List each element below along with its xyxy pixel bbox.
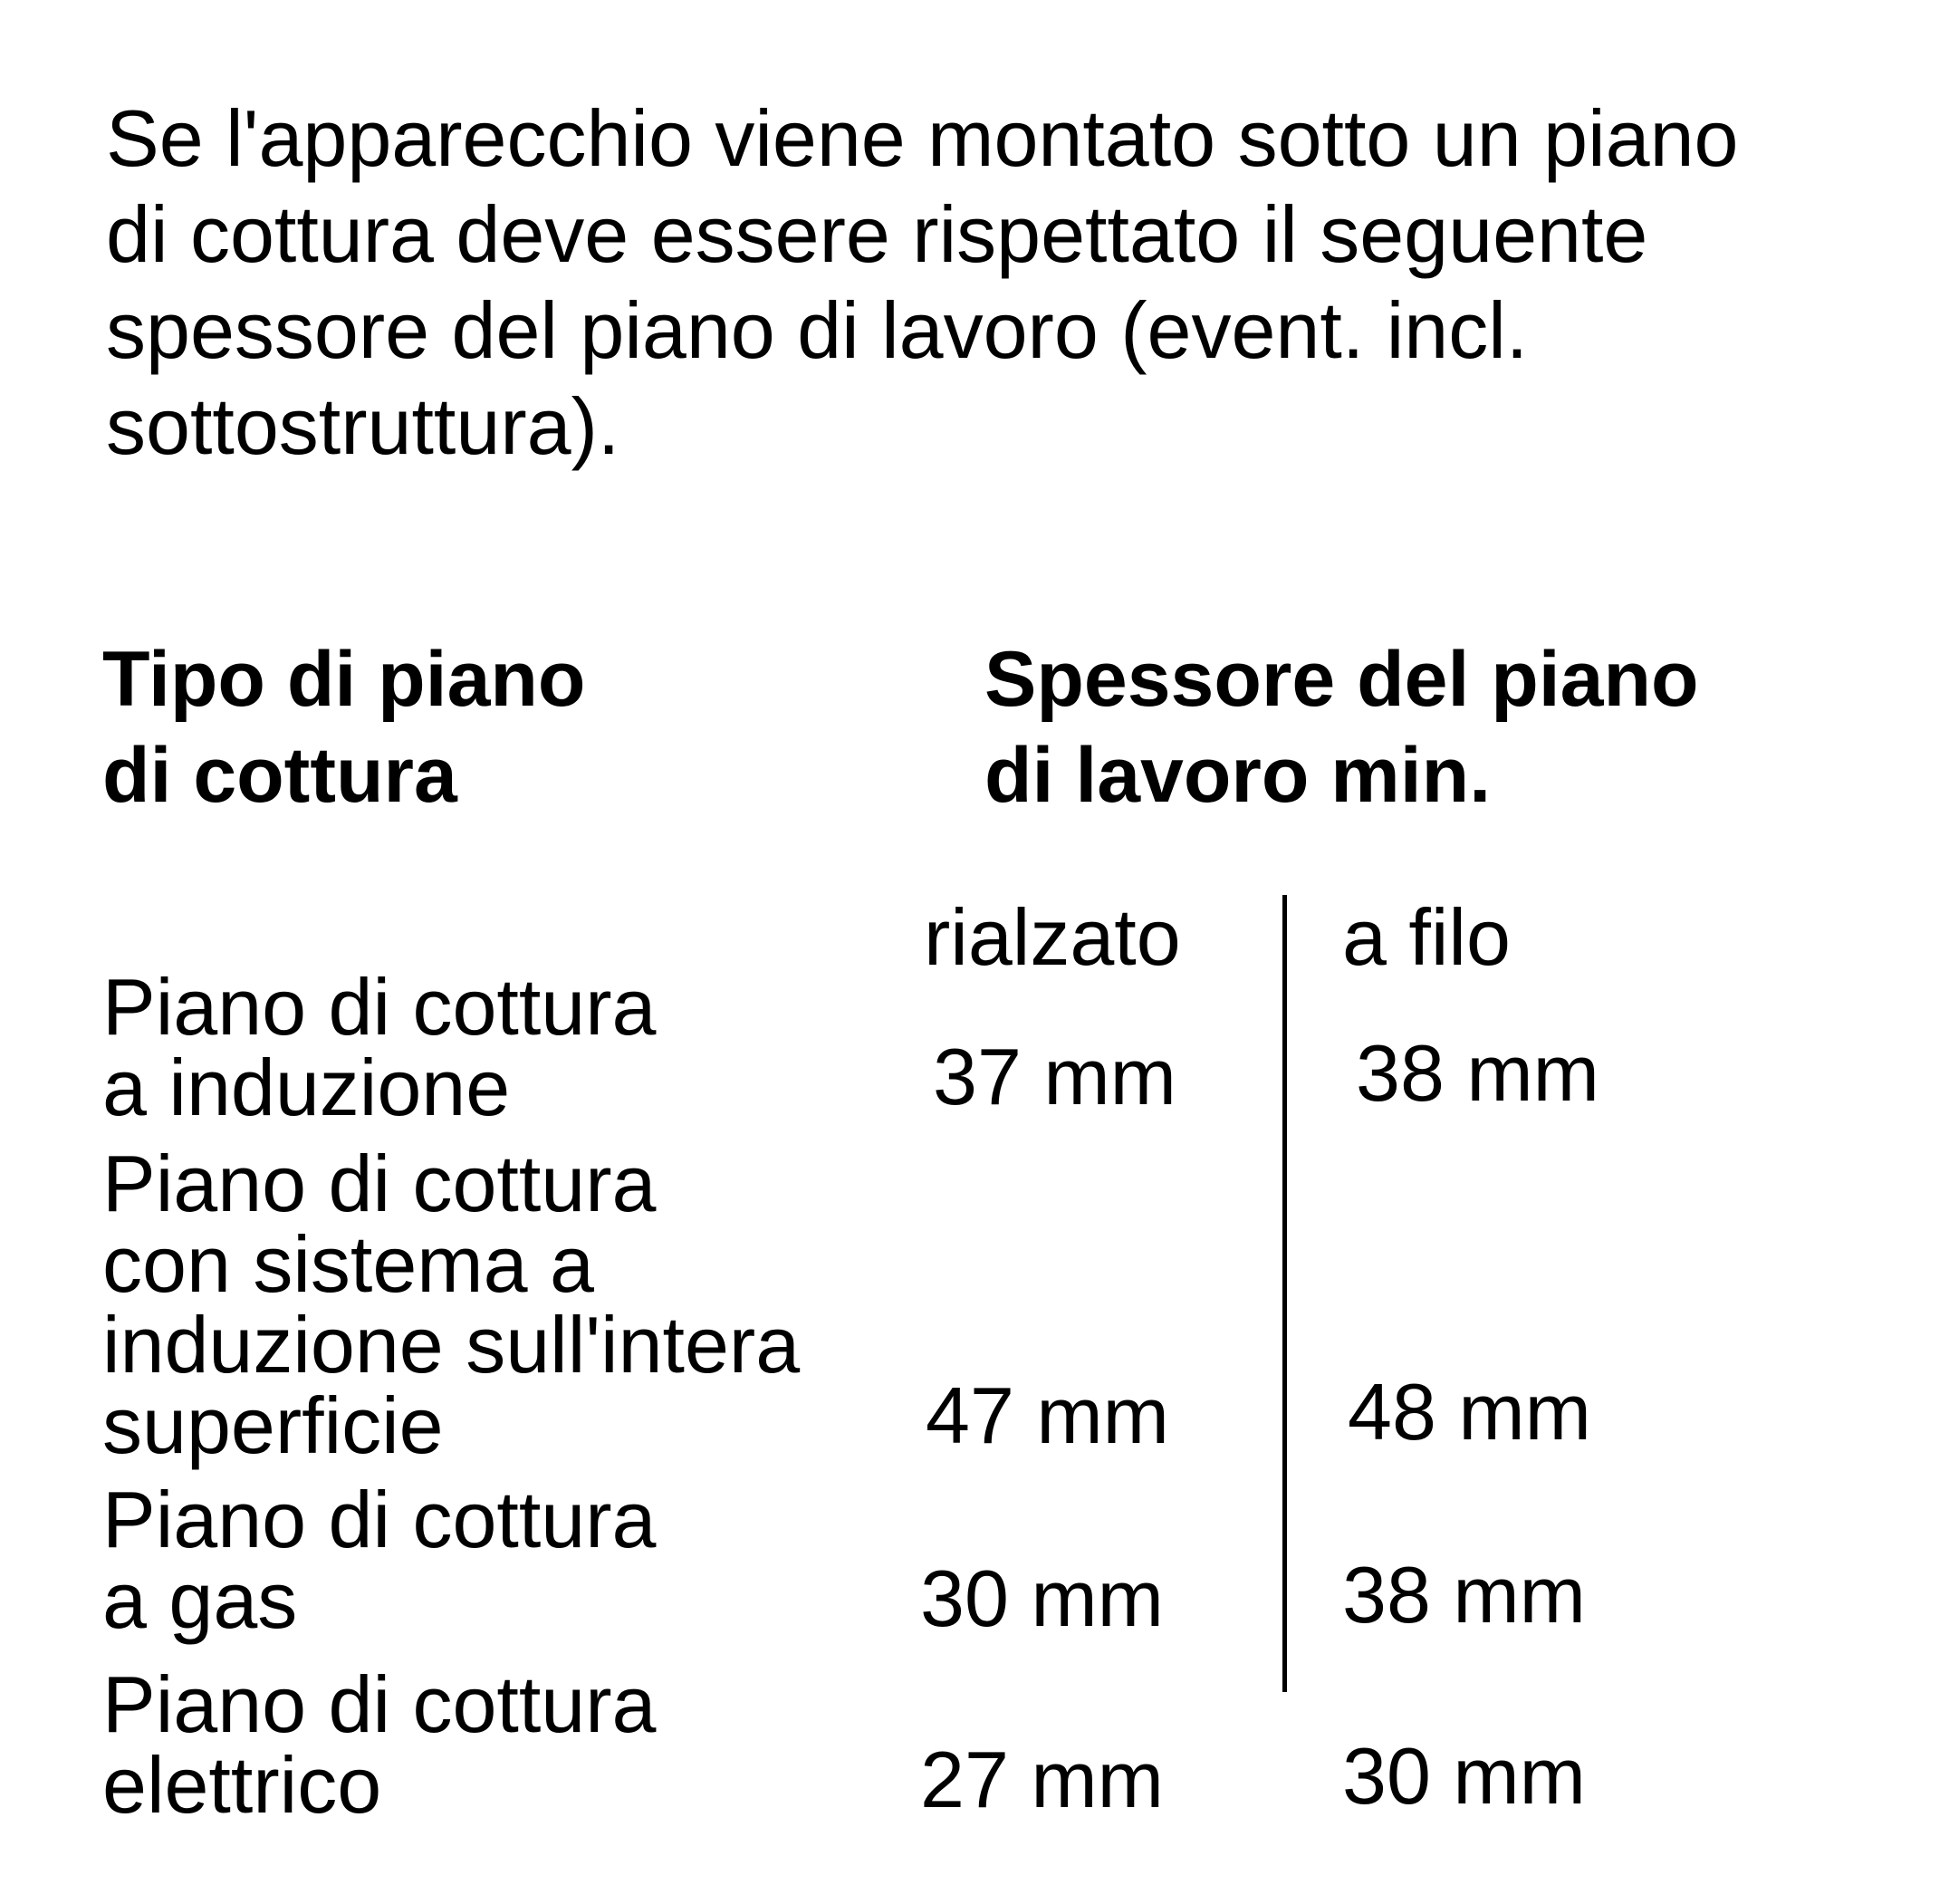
subheader-raised: rialzato — [924, 892, 1181, 982]
row-full-surface-raised-value: 47 mm — [926, 1370, 1169, 1460]
column-divider — [1282, 895, 1287, 1692]
row-electric-flush-value: 30 mm — [1342, 1731, 1586, 1821]
row-induction-flush-value: 38 mm — [1356, 1028, 1599, 1118]
row-label-gas: Piano di cottura a gas — [102, 1475, 657, 1645]
row-gas-raised-value: 30 mm — [920, 1553, 1164, 1643]
subheader-flush: a filo — [1342, 892, 1511, 982]
column-header-hob-type: Tipo di piano di cottura — [102, 636, 586, 819]
column-header-worktop-thickness: Spessore del piano di lavoro min. — [984, 636, 1699, 819]
row-electric-raised-value: 27 mm — [920, 1735, 1164, 1824]
row-label-electric: Piano di cottura elettrico — [102, 1659, 657, 1830]
row-full-surface-flush-value: 48 mm — [1348, 1367, 1591, 1457]
row-label-full-surface-induction: Piano di cottura con sistema a induzione sull'intera superficie — [102, 1139, 801, 1470]
intro-paragraph: Se l'apparecchio viene montato sotto un piano di cottura deve essere rispettato il seguente spessore del piano di lavoro (event. incl. sottostruttura). — [106, 93, 1739, 471]
row-gas-flush-value: 38 mm — [1342, 1550, 1586, 1640]
row-label-induction: Piano di cottura a induzione — [102, 962, 657, 1132]
row-induction-raised-value: 37 mm — [933, 1032, 1176, 1121]
